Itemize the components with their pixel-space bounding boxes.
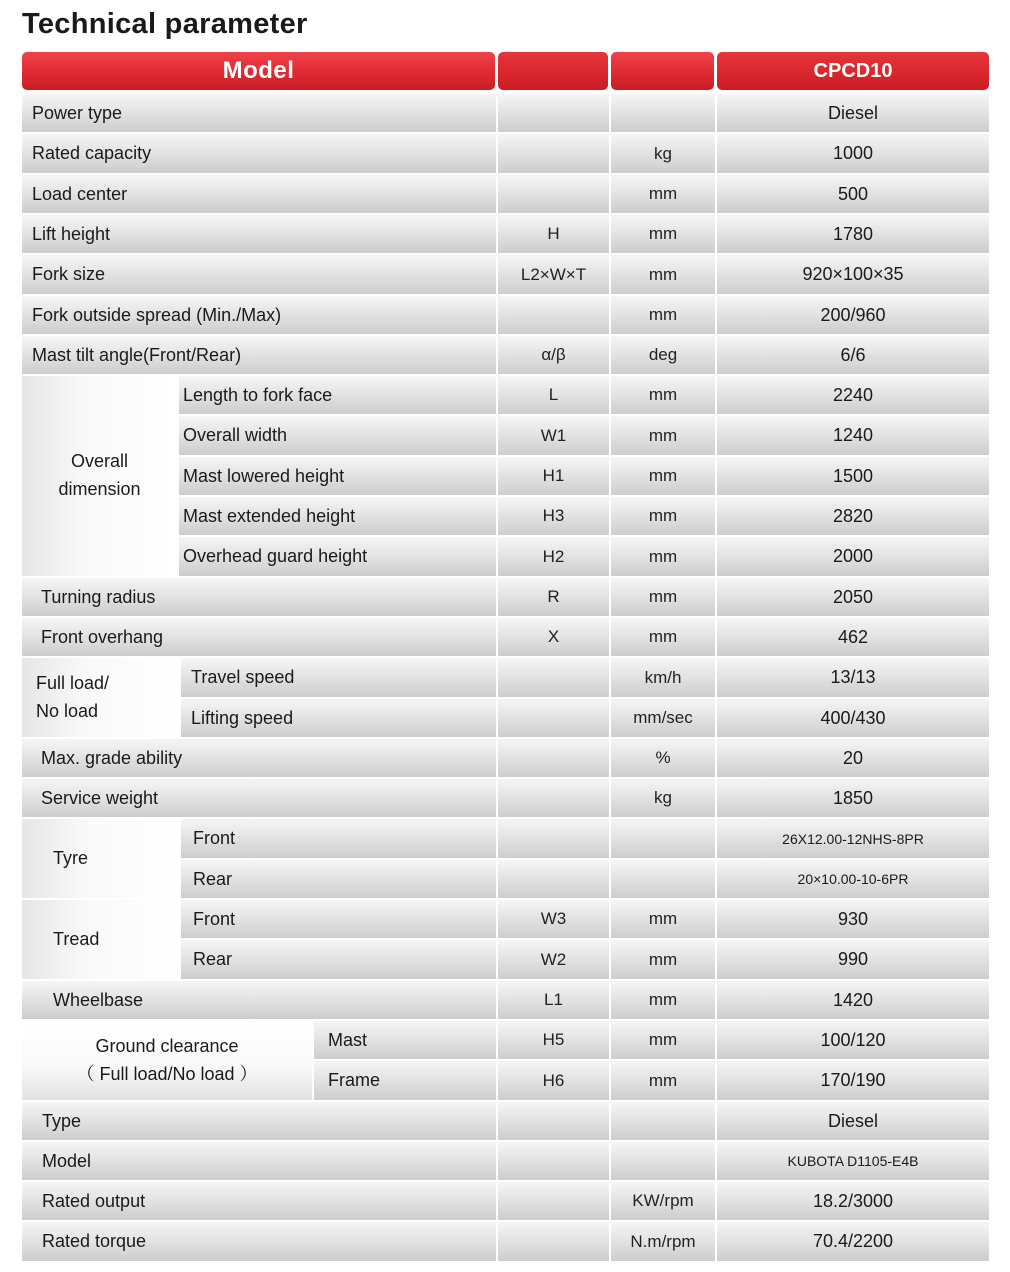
row-label-grade_ability: Max. grade ability: [22, 739, 496, 777]
row-value-gc_frame: 170/190: [717, 1061, 989, 1100]
row-value-mast_lowered: 1500: [717, 457, 989, 495]
group-speed: [22, 658, 179, 737]
row-unit-rated_capacity: kg: [611, 134, 715, 173]
row-value-tread_front: 930: [717, 900, 989, 938]
row-unit-rated_output: KW/rpm: [611, 1182, 715, 1220]
row-unit-fork_spread: mm: [611, 296, 715, 334]
row-unit-lifting_speed: mm/sec: [611, 699, 715, 737]
row-label-mast_tilt: Mast tilt angle(Front/Rear): [22, 336, 496, 374]
row-label-lift_height: Lift height: [22, 215, 496, 253]
row-symbol-rated_capacity: [498, 134, 609, 173]
row-value-overhead_guard: 2000: [717, 537, 989, 576]
row-label-overhead_guard: Overhead guard height: [179, 537, 496, 576]
group-tread: [22, 900, 179, 979]
row-label-mast_extended: Mast extended height: [179, 497, 496, 535]
row-symbol-travel_speed: [498, 658, 609, 697]
row-unit-mast_lowered: mm: [611, 457, 715, 495]
row-symbol-fork_spread: [498, 296, 609, 334]
row-symbol-rated_output: [498, 1182, 609, 1220]
row-label-rated_torque: Rated torque: [22, 1222, 496, 1261]
row-label-tread_rear: Rear: [181, 940, 496, 979]
row-unit-length_fork_face: mm: [611, 376, 715, 414]
row-symbol-gc_mast: H5: [498, 1021, 609, 1059]
group-ground-clearance-line-2: （ Full load/No load ）: [76, 1063, 258, 1084]
row-label-length_fork_face: Length to fork face: [179, 376, 496, 414]
row-value-turning_radius: 2050: [717, 578, 989, 616]
row-symbol-overhead_guard: H2: [498, 537, 609, 576]
row-symbol-front_overhang: X: [498, 618, 609, 656]
row-value-mast_extended: 2820: [717, 497, 989, 535]
row-unit-engine_type: [611, 1102, 715, 1140]
row-symbol-tyre_rear: [498, 860, 609, 898]
row-value-engine_type: Diesel: [717, 1102, 989, 1140]
row-unit-turning_radius: mm: [611, 578, 715, 616]
row-label-fork_size: Fork size: [22, 255, 496, 294]
row-unit-service_weight: kg: [611, 779, 715, 817]
row-unit-load_center: mm: [611, 175, 715, 213]
row-label-rated_capacity: Rated capacity: [22, 134, 496, 173]
row-value-wheelbase: 1420: [717, 981, 989, 1019]
group-tyre: [22, 819, 179, 898]
row-value-gc_mast: 100/120: [717, 1021, 989, 1059]
row-value-grade_ability: 20: [717, 739, 989, 777]
group-overall-dimension: [22, 376, 177, 576]
row-label-service_weight: Service weight: [22, 779, 496, 817]
row-value-rated_capacity: 1000: [717, 134, 989, 173]
row-symbol-service_weight: [498, 779, 609, 817]
row-value-overall_width: 1240: [717, 416, 989, 455]
row-unit-overall_width: mm: [611, 416, 715, 455]
row-symbol-length_fork_face: L: [498, 376, 609, 414]
row-value-lift_height: 1780: [717, 215, 989, 253]
row-unit-overhead_guard: mm: [611, 537, 715, 576]
header-symbol: [498, 52, 608, 90]
row-symbol-overall_width: W1: [498, 416, 609, 455]
row-symbol-grade_ability: [498, 739, 609, 777]
row-unit-fork_size: mm: [611, 255, 715, 294]
row-symbol-tread_front: W3: [498, 900, 609, 938]
row-unit-travel_speed: km/h: [611, 658, 715, 697]
row-symbol-mast_lowered: H1: [498, 457, 609, 495]
group-tread-line-1: Tread: [53, 928, 100, 949]
row-label-tyre_rear: Rear: [181, 860, 496, 898]
row-symbol-power_type: [498, 94, 609, 132]
header-unit: [611, 52, 714, 90]
group-ground-clearance-line-1: Ground clearance: [95, 1035, 239, 1056]
row-value-load_center: 500: [717, 175, 989, 213]
row-label-gc_frame: Frame: [314, 1061, 496, 1100]
row-symbol-mast_extended: H3: [498, 497, 609, 535]
row-label-travel_speed: Travel speed: [181, 658, 496, 697]
row-value-tyre_front: 26X12.00-12NHS-8PR: [717, 819, 989, 858]
row-value-rated_torque: 70.4/2200: [717, 1222, 989, 1261]
row-symbol-fork_size: L2×W×T: [498, 255, 609, 294]
page-title: Technical parameter: [22, 8, 308, 40]
row-value-mast_tilt: 6/6: [717, 336, 989, 374]
group-ground-clearance: [22, 1021, 312, 1100]
row-unit-grade_ability: %: [611, 739, 715, 777]
row-value-fork_size: 920×100×35: [717, 255, 989, 294]
row-unit-power_type: [611, 94, 715, 132]
row-symbol-engine_type: [498, 1102, 609, 1140]
row-symbol-load_center: [498, 175, 609, 213]
row-label-gc_mast: Mast: [314, 1021, 496, 1059]
row-value-travel_speed: 13/13: [717, 658, 989, 697]
row-label-fork_spread: Fork outside spread (Min./Max): [22, 296, 496, 334]
row-unit-gc_frame: mm: [611, 1061, 715, 1100]
row-label-tread_front: Front: [181, 900, 496, 938]
row-unit-tread_rear: mm: [611, 940, 715, 979]
row-unit-front_overhang: mm: [611, 618, 715, 656]
row-symbol-mast_tilt: α/β: [498, 336, 609, 374]
row-label-mast_lowered: Mast lowered height: [179, 457, 496, 495]
row-label-load_center: Load center: [22, 175, 496, 213]
row-label-power_type: Power type: [22, 94, 496, 132]
row-label-lifting_speed: Lifting speed: [181, 699, 496, 737]
group-tyre-line-1: Tyre: [53, 847, 89, 868]
row-value-lifting_speed: 400/430: [717, 699, 989, 737]
row-unit-lift_height: mm: [611, 215, 715, 253]
row-value-front_overhang: 462: [717, 618, 989, 656]
row-label-tyre_front: Front: [181, 819, 496, 858]
group-speed-line-1: Full load/: [36, 672, 110, 693]
row-symbol-tread_rear: W2: [498, 940, 609, 979]
row-value-power_type: Diesel: [717, 94, 989, 132]
header-model-value: CPCD10: [717, 52, 989, 90]
row-value-fork_spread: 200/960: [717, 296, 989, 334]
row-value-tread_rear: 990: [717, 940, 989, 979]
row-value-service_weight: 1850: [717, 779, 989, 817]
row-symbol-wheelbase: L1: [498, 981, 609, 1019]
row-unit-tread_front: mm: [611, 900, 715, 938]
group-speed-line-2: No load: [36, 700, 99, 721]
group-overall-dimension-line-2: dimension: [58, 479, 141, 499]
row-label-engine_model: Model: [22, 1142, 496, 1180]
row-value-length_fork_face: 2240: [717, 376, 989, 414]
row-unit-mast_tilt: deg: [611, 336, 715, 374]
row-unit-tyre_rear: [611, 860, 715, 898]
row-symbol-gc_frame: H6: [498, 1061, 609, 1100]
row-symbol-tyre_front: [498, 819, 609, 858]
row-symbol-turning_radius: R: [498, 578, 609, 616]
row-symbol-lift_height: H: [498, 215, 609, 253]
row-value-rated_output: 18.2/3000: [717, 1182, 989, 1220]
row-unit-wheelbase: mm: [611, 981, 715, 1019]
row-value-tyre_rear: 20×10.00-10-6PR: [717, 860, 989, 898]
row-unit-engine_model: [611, 1142, 715, 1180]
row-unit-rated_torque: N.m/rpm: [611, 1222, 715, 1261]
row-label-rated_output: Rated output: [22, 1182, 496, 1220]
row-unit-tyre_front: [611, 819, 715, 858]
row-symbol-lifting_speed: [498, 699, 609, 737]
row-label-front_overhang: Front overhang: [22, 618, 496, 656]
row-label-wheelbase: Wheelbase: [22, 981, 496, 1019]
row-symbol-rated_torque: [498, 1222, 609, 1261]
row-unit-mast_extended: mm: [611, 497, 715, 535]
row-label-turning_radius: Turning radius: [22, 578, 496, 616]
row-symbol-engine_model: [498, 1142, 609, 1180]
row-value-engine_model: KUBOTA D1105-E4B: [717, 1142, 989, 1180]
row-label-overall_width: Overall width: [179, 416, 496, 455]
group-overall-dimension-line-1: Overall: [70, 451, 128, 472]
row-unit-gc_mast: mm: [611, 1021, 715, 1059]
row-label-engine_type: Type: [22, 1102, 496, 1140]
header-model: Model: [22, 52, 495, 90]
